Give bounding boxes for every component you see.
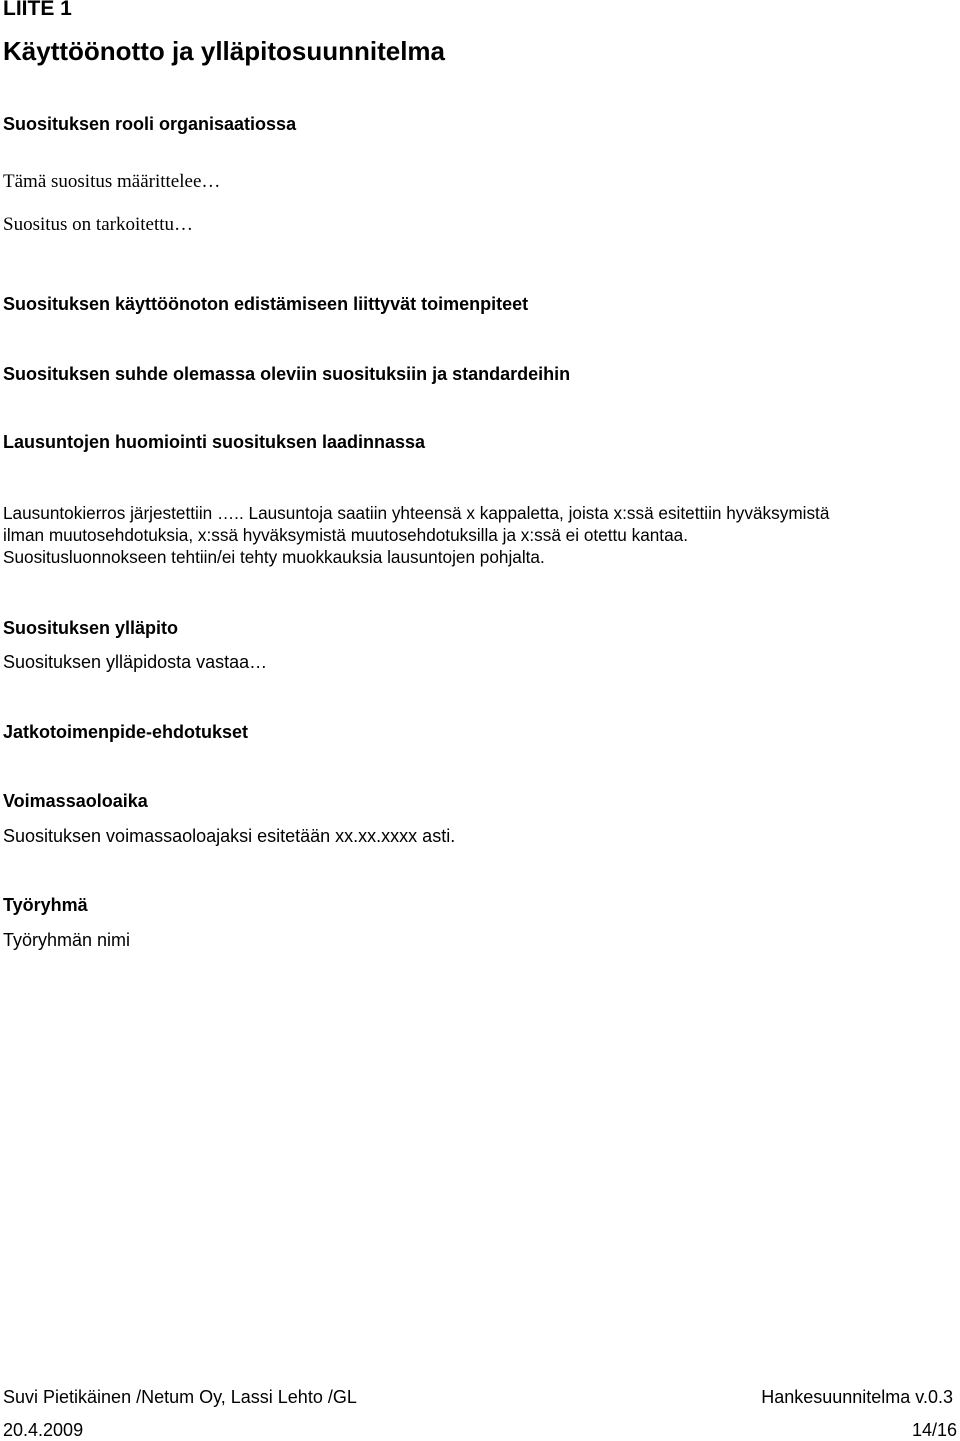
document-title: Käyttöönotto ja ylläpitosuunnitelma — [3, 36, 446, 66]
workgroup-text: Työryhmän nimi — [3, 930, 131, 950]
statements-line-3: Suositusluonnokseen tehtiin/ei tehty muokkauksia lausuntojen pohjalta. — [3, 547, 545, 567]
footer-authors: Suvi Pietikäinen /Netum Oy, Lassi Lehto /GL — [3, 1387, 357, 1407]
maintenance-text: Suosituksen ylläpidosta vastaa… — [3, 652, 268, 672]
section-heading-maintenance: Suosituksen ylläpito — [3, 618, 179, 638]
section-heading-relation: Suosituksen suhde olemassa oleviin suosituksiin ja standardeihin — [3, 364, 571, 384]
statements-line-1: Lausuntokierros järjestettiin ….. Lausuntoja saatiin yhteensä x kappaletta, joista x:ssä esitettiin hyväksymistä — [3, 503, 830, 523]
footer-plan-version: Hankesuunnitelma v.0.3 — [761, 1387, 953, 1407]
role-text-2: Suositus on tarkoitettu… — [3, 214, 193, 235]
footer-date: 20.4.2009 — [3, 1420, 84, 1440]
section-heading-role: Suosituksen rooli organisaatiossa — [3, 114, 297, 134]
validity-text: Suosituksen voimassaoloajaksi esitetään xx.xx.xxxx asti. — [3, 826, 456, 846]
footer-page-number: 14/16 — [911, 1420, 957, 1440]
appendix-label: LIITE 1 — [3, 0, 72, 20]
section-heading-workgroup: Työryhmä — [3, 895, 88, 915]
statements-line-2: ilman muutosehdotuksia, x:ssä hyväksymistä muutosehdotuksilla ja x:ssä ei otettu kantaa. — [3, 525, 688, 545]
statements-paragraph — [3, 502, 958, 568]
section-heading-validity: Voimassaoloaika — [3, 791, 148, 811]
section-heading-measures: Suosituksen käyttöönoton edistämiseen liittyvät toimenpiteet — [3, 294, 529, 314]
section-heading-statements: Lausuntojen huomiointi suosituksen laadinnassa — [3, 432, 426, 452]
section-heading-followup: Jatkotoimenpide-ehdotukset — [3, 722, 249, 742]
role-text-1: Tämä suositus määrittelee… — [3, 171, 221, 192]
